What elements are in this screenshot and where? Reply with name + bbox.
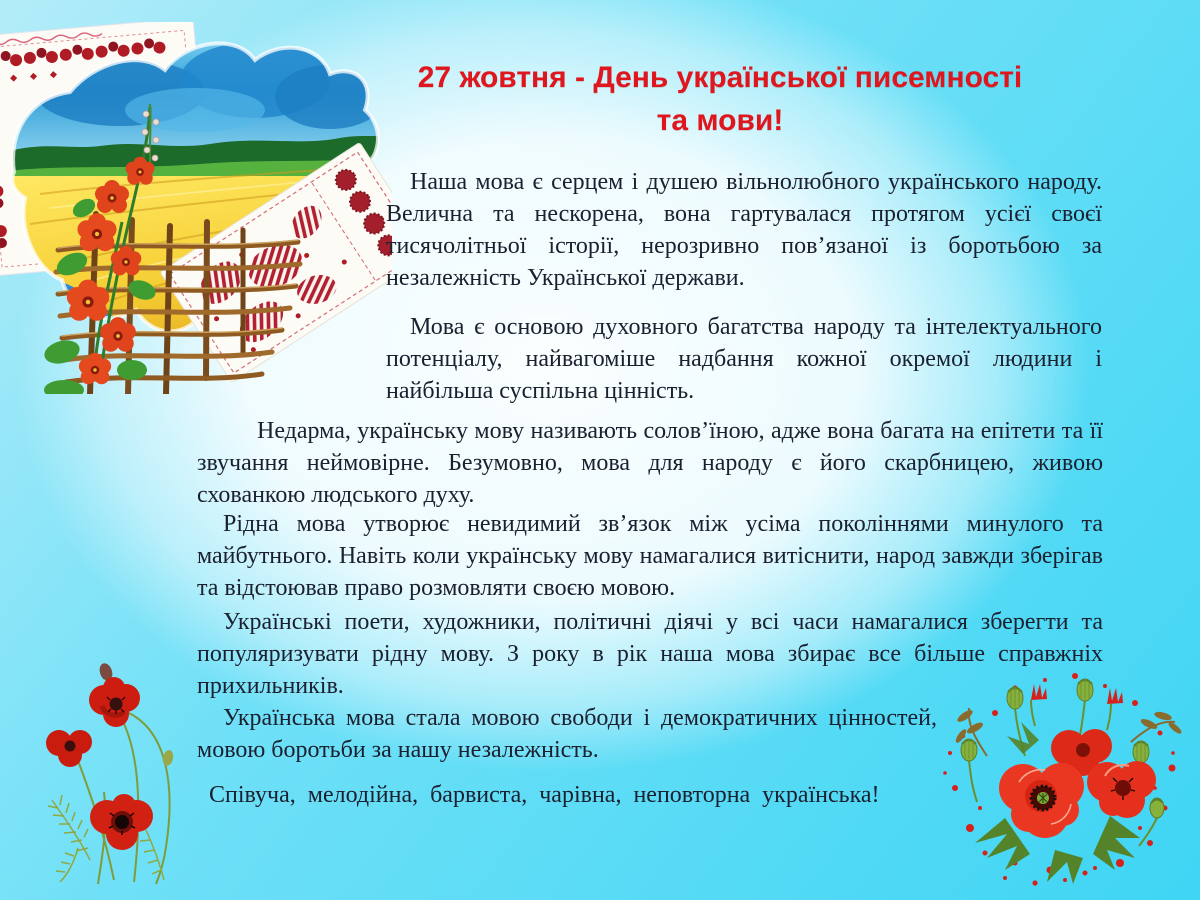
poppies-right-illustration: [935, 658, 1185, 893]
poppy-flower: [89, 677, 140, 727]
paragraph-5: Українські поети, художники, політичні діячі у всі часи намагалися зберегти та популяризувати рідну мову. З року в рік наша мова збирає все більше справжніх прихильників.: [197, 609, 1103, 699]
title-line-1: 27 жовтня - День української писемності: [417, 61, 1023, 94]
poppy-flower: [46, 730, 92, 767]
poppy-flower: [999, 763, 1084, 838]
page-title: [400, 56, 1040, 142]
paragraph-6: Українська мова стала мовою свободи і демократичних цінностей, мовою боротьби за нашу незалежність.: [197, 705, 937, 763]
title-line-2: та мови!: [656, 104, 784, 137]
poppy-flower: [90, 794, 153, 850]
paragraph-7: Співуча, мелодійна, барвиста, чарівна, неповторна українська!: [209, 782, 880, 808]
poppies-left-illustration: [18, 642, 213, 887]
paragraph-3: Недарма, українську мову називають солов’їною, адже вона багата на епітети та її звучання неймовірне. Безумовно, мова для народу є його скарбницею, живою схованкою людського духу.: [197, 418, 1103, 508]
paragraph-4: Рідна мова утворює невидимий зв’язок між усіма поколіннями минулого та майбутнього. Навіть коли українську мову намагалися витіснити, народ завжди зберігав та відстоював право розмовляти своєю мовою.: [197, 511, 1103, 601]
paragraph-2: Мова є основою духовного багатства народу та інтелектуального потенціалу, найвагоміше надбання кожної окремої людини і найбільша суспільна цінність.: [386, 314, 1102, 404]
paragraph-1: Наша мова є серцем і душею вільнолюбного українського народу. Велична та нескорена, вона гартувалася протягом усієї своєї тисячолітньої історії, нерозривно пов’язаної із боротьбою за незалежність Української держави.: [386, 169, 1102, 291]
ukraine-landscape-collage: [0, 22, 392, 394]
poppy-flower: [1087, 761, 1156, 818]
